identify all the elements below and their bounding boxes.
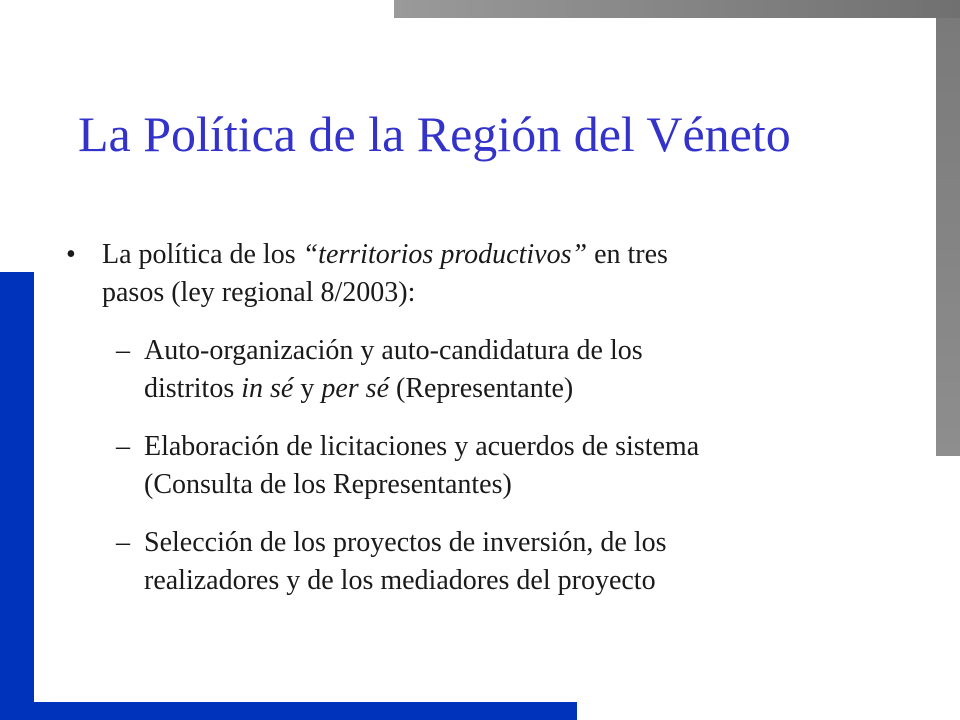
sub-emphasis: in sé [241,373,294,404]
sub-text: (Representante) [389,373,574,404]
decorative-right-bar [936,18,960,456]
bullet-line-2: pasos (ley regional 8/2003): [102,277,416,308]
bullet-text: La política de los [102,239,303,270]
slide-title: La Política de la Región del Véneto [78,106,791,162]
decorative-left-bar [0,272,34,720]
sub-item-1-line-2 [144,370,890,408]
sub-text: distritos [144,373,242,404]
sub-emphasis: per sé [321,373,389,404]
bullet-text: en tres [587,239,668,270]
sub-item-2 [60,428,890,504]
sub-item-3-line-2: realizadores y de los mediadores del proyecto [144,565,656,596]
sub-item-2-line-1: Elaboración de licitaciones y acuerdos de sistema [144,431,700,462]
slide-body [60,236,890,600]
sub-item-3 [60,524,890,600]
decorative-bottom-bar [0,702,577,720]
sub-item-1-line-1: Auto-organización y auto-candidatura de los [144,335,643,366]
decorative-top-bar [394,0,960,18]
sub-item-mark: – [116,527,130,558]
bullet-line-1 [102,236,890,274]
sub-item-mark: – [116,431,130,462]
bullet-mark: • [66,239,76,270]
sub-item-2-line-2: (Consulta de los Representantes) [144,469,512,500]
sub-item-3-line-1: Selección de los proyectos de inversión, de los [144,527,667,558]
sub-item-mark: – [116,335,130,366]
sub-item-1 [60,332,890,408]
bullet-emphasis: “territorios productivos” [302,239,588,270]
sub-text: y [293,373,322,404]
bullet-item [60,236,890,312]
